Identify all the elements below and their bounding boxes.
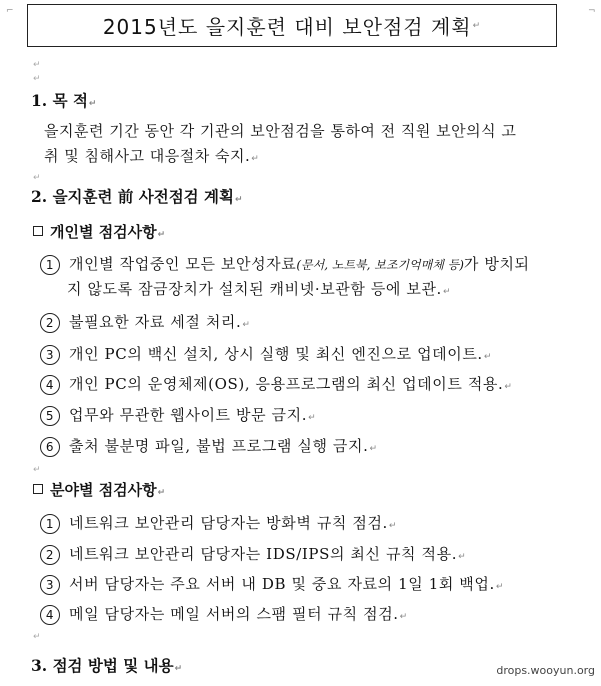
empty-paragraph-mark: ↵ (33, 173, 41, 183)
section-1-paragraph-line-1: 을지훈련 기간 동안 각 기관의 보안점검을 통하여 전 직원 보안의식 고 (44, 122, 517, 140)
field-check-label: 분야별 점검사항↵ (33, 480, 165, 503)
individual-check-label: 개인별 점검사항↵ (33, 222, 165, 245)
empty-paragraph-mark: ↵ (33, 465, 41, 475)
circled-number-icon: 3 (40, 575, 60, 595)
empty-paragraph-mark: ↵ (33, 74, 41, 84)
individual-item-6: 6 출처 불분명 파일, 불법 프로그램 실행 금지.↵ (40, 436, 378, 459)
empty-paragraph-mark: ↵ (33, 632, 41, 642)
individual-item-1: 1 개인별 작업중인 모든 보안성자료(문서, 노트북, 보조기억매체 등)가 방치되 (40, 254, 530, 275)
watermark: drops.wooyun.org (496, 664, 595, 677)
circled-number-icon: 2 (40, 313, 60, 333)
circled-number-icon: 1 (40, 514, 60, 534)
title-text: 2015년도 을지훈련 대비 보안점검 계획 (102, 15, 472, 39)
field-item-3: 3 서버 담당자는 주요 서버 내 DB 및 중요 자료의 1일 1회 백업.↵ (40, 574, 504, 597)
circled-number-icon: 6 (40, 437, 60, 457)
document-title (27, 4, 557, 47)
individual-item-5: 5 업무와 무관한 웹사이트 방문 금지.↵ (40, 405, 316, 428)
item-note: (문서, 노트북, 보조기억매체 등) (296, 258, 464, 272)
field-item-1: 1 네트워크 보안관리 담당자는 방화벽 규칙 점검.↵ (40, 513, 397, 536)
circled-number-icon: 4 (40, 375, 60, 395)
empty-paragraph-mark: ↵ (33, 60, 41, 70)
corner-mark: ¬ (588, 6, 596, 16)
corner-mark: ⌐ (6, 6, 14, 16)
field-item-2: 2 네트워크 보안관리 담당자는 IDS/IPS의 최신 규칙 적용.↵ (40, 544, 466, 567)
individual-item-3: 3 개인 PC의 백신 설치, 상시 실행 및 최신 엔진으로 업데이트.↵ (40, 344, 492, 367)
circled-number-icon: 4 (40, 605, 60, 625)
square-bullet-icon (33, 484, 43, 494)
circled-number-icon: 3 (40, 345, 60, 365)
circled-number-icon: 1 (40, 255, 60, 275)
section-1-paragraph-line-2: 취 및 침해사고 대응절차 숙지.↵ (44, 147, 260, 165)
paragraph-mark: ↵ (472, 20, 482, 31)
circled-number-icon: 2 (40, 545, 60, 565)
section-1-heading: 1. 목 적↵ (31, 91, 97, 110)
individual-item-2: 2 불필요한 자료 세절 처리.↵ (40, 312, 251, 335)
circled-number-icon: 5 (40, 406, 60, 426)
individual-item-4: 4 개인 PC의 운영체제(OS), 응용프로그램의 최신 업데이트 적용.↵ (40, 374, 513, 397)
square-bullet-icon (33, 226, 43, 236)
section-3-heading: 3. 점검 방법 및 내용↵ (31, 656, 183, 675)
field-item-4: 4 메일 담당자는 메일 서버의 스팸 필터 규칙 점검.↵ (40, 604, 408, 627)
individual-item-1-line-2: 지 않도록 잠금장치가 설치된 캐비넷·보관함 등에 보관.↵ (67, 280, 452, 298)
section-2-heading: 2. 을지훈련 前 사전점검 계획↵ (31, 187, 243, 206)
